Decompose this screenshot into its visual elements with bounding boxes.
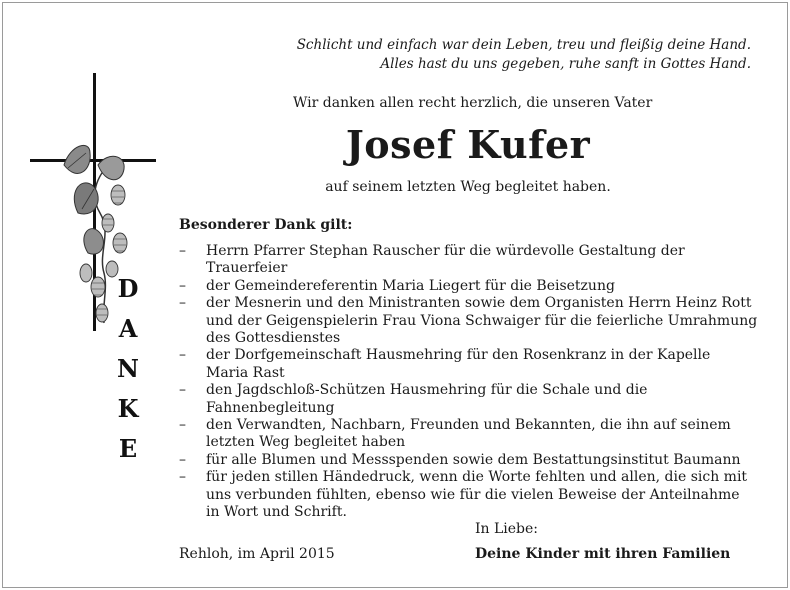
accompanied-text: auf seinem letzten Weg begleitet haben. bbox=[325, 179, 611, 195]
dash-bullet: – bbox=[179, 469, 186, 486]
list-item: – den Jagdschloß-Schützen Hausmehring für die Schale und die Fahnenbegleitung bbox=[179, 382, 648, 416]
list-item: – für alle Blumen und Messspenden sowie dem Bestattungsinstitut Baumann bbox=[179, 451, 741, 468]
list-item: – der Gemeindereferentin Maria Liegert für die Beisetzung bbox=[179, 277, 615, 294]
motto-line: Schlicht und einfach war dein Leben, treu und fleißig deine Hand. bbox=[296, 37, 751, 53]
list-item: – Herrn Pfarrer Stephan Rauscher für die würdevolle Gestaltung der Trauerfeier bbox=[179, 243, 685, 277]
intro-text: Wir danken allen recht herzlich, die unseren Vater bbox=[293, 95, 653, 111]
motto-line: Alles hast du uns gegeben, ruhe sanft in Gottes Hand. bbox=[380, 56, 751, 72]
dash-bullet: – bbox=[179, 295, 186, 312]
thanks-list bbox=[179, 243, 769, 522]
danke-letter: K bbox=[117, 394, 139, 423]
list-item: – der Dorfgemeinschaft Hausmehring für den Rosenkranz in der Kapelle Maria Rast bbox=[179, 347, 711, 381]
deceased-name: Josef Kufer bbox=[345, 122, 591, 167]
list-item: – für jeden stillen Händedruck, wenn die Worte fehlten und allen, die sich mit uns verbunden fühlten, ebenso wie für die vielen Beweise der Anteilnahme in Wort und Schrift. bbox=[179, 469, 748, 521]
cross-with-hops-icon bbox=[28, 73, 168, 333]
dash-bullet: – bbox=[179, 277, 186, 294]
place-date: Rehloh, im April 2015 bbox=[179, 546, 335, 562]
memorial-motto bbox=[191, 36, 751, 74]
signature: Deine Kinder mit ihren Familien bbox=[475, 546, 731, 562]
dash-bullet: – bbox=[179, 451, 186, 468]
farewell-label: In Liebe: bbox=[475, 521, 539, 537]
danke-letter: E bbox=[118, 434, 138, 463]
obituary-card bbox=[2, 2, 788, 588]
special-thanks-heading: Besonderer Dank gilt: bbox=[179, 217, 353, 233]
dash-bullet: – bbox=[179, 347, 186, 364]
list-item: – der Mesnerin und den Ministranten sowie dem Organisten Herrn Heinz Rott und der Geigenspielerin Frau Viona Schwaiger für die feierliche Umrahmung des Gottesdienstes bbox=[179, 295, 758, 347]
dash-bullet: – bbox=[179, 243, 186, 259]
list-item: – den Verwandten, Nachbarn, Freunden und Bekannten, die ihn auf seinem letzten Weg begleitet haben bbox=[179, 417, 731, 451]
dash-bullet: – bbox=[179, 417, 186, 434]
danke-letter: N bbox=[117, 354, 139, 383]
danke-letter: A bbox=[118, 314, 138, 343]
dash-bullet: – bbox=[179, 382, 186, 399]
danke-vertical-word bbox=[113, 269, 143, 469]
danke-letter: D bbox=[117, 274, 139, 303]
